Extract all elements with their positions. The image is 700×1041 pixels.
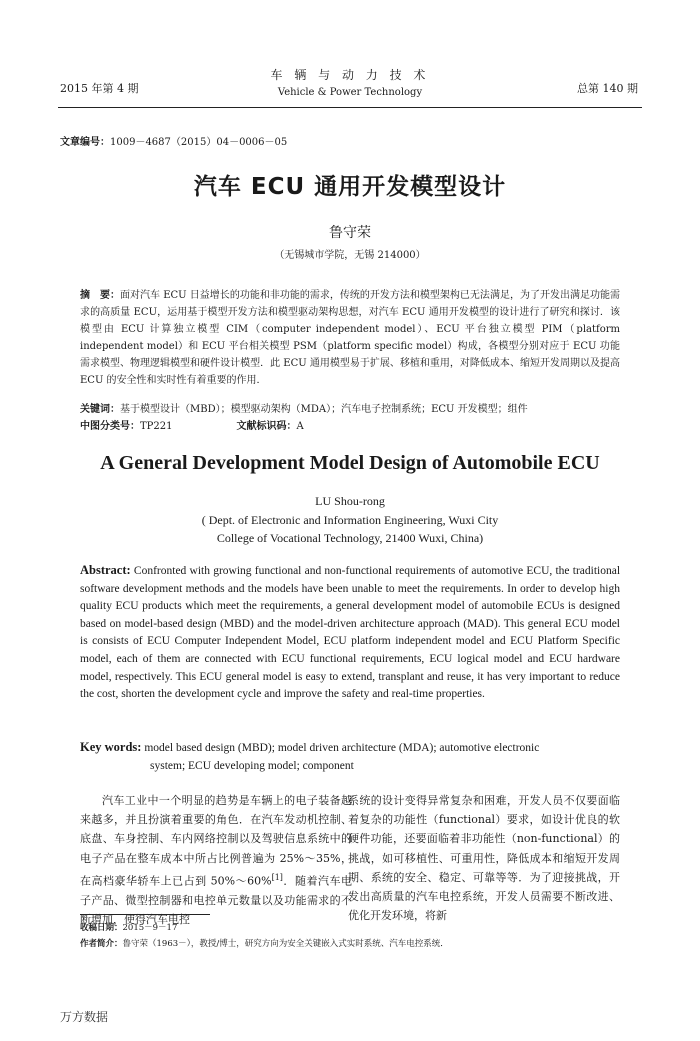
keywords-cn-block: 关键词：基于模型设计（MBD）；模型驱动架构（MDA）；汽车电子控制系统；ECU 开发模型；组件 中图分类号：TP221 文献标识码：A [80,404,528,432]
keywords-cn-text: 基于模型设计（MBD）；模型驱动架构（MDA）；汽车电子控制系统；ECU 开发模型；组件 [120,404,528,415]
title-cn: 汽车 ECU 通用开发模型设计 [193,174,507,200]
article-number: 文章编号：1009－4687（2015）04－0006－05 [60,137,288,148]
header-rule [58,107,642,108]
footnote-rule [80,914,210,915]
body-column-1: 汽车工业中一个明显的趋势是车辆上的电子装备越来越多，并且扮演着重要的角色．在汽车发动机控制、底盘、车身控制、车内网络控制以及驾驶信息系统中的电子产品在整车成本中所占比例普遍为 25%～35%，在高档豪华轿车上已占到 50%～60%[1]．随着汽车电子产品、微型控制器和电控单元数量以及功能需求的不断增加，使得汽车电控 [80,794,352,926]
abstract-en-label: Abstract: [80,563,131,577]
header-journal [230,66,470,98]
doc-code-value: A [296,421,304,432]
affiliation-en: ( Dept. of Electronic and Information Engineering, Wuxi City College of Vocational Technology, 21400 Wuxi, China) [201,513,499,545]
author-en: LU Shou-rong [315,494,385,508]
author-bio: 鲁守荣（1963－），教授/博士，研究方向为安全关键嵌入式实时系统、汽车电控系统． [122,939,449,949]
abstract-cn [80,287,620,389]
journal-title-cn: 车 辆 与 动 力 技 术 [270,68,430,82]
title-en: A General Development Model Design of Automobile ECU [100,452,600,474]
keywords-en: Key words: model based design (MBD); model driven architecture (MDA); automotive electronic system; ECU developing model; component [80,740,540,772]
watermark: 万方数据 [60,1010,109,1024]
body-column-2: 系统的设计变得异常复杂和困难，开发人员不仅要面临着复杂的功能性（functional）要求，如设计优良的软硬件功能，还要面临着非功能性（non-functional）的挑战，如可移植性、可重用性，降低成本和缩短开发周期、系统的安全、稳定、可靠等等．为了迎接挑战，开发出高质量的汽车电控系统，开发人员需要不断改进、优化开发环境，将新 [348,794,620,923]
citation-ref: [1] [271,872,283,882]
affiliation-cn: （无锡城市学院，无锡 214000） [274,250,426,261]
abstract-cn-label: 摘 要： [80,290,121,301]
abstract-cn-text: 面对汽车 ECU 日益增长的功能和非功能的需求，传统的开发方法和模型架构已无法满足，为了开发出满足功能需求的高质量 ECU，运用基于模型开发方法和模型驱动架构思想，对汽车 ECU 通用开发模型的设计进行了研究和探讨．该模型由 ECU 计算独立模型 CIM（computer independent model）、ECU 平台独立模型 PIM（platform independent model）和 ECU 平台相关模型 PSM（platform specific model）构成，各模型分别对应于 ECU 功能需求模型、物理逻辑模型和硬件设计模型．此 ECU 通用模型易于扩展、移植和重用，对降低成本、缩短开发周期以及提高 ECU 的安全性和实时性有着重要的作用． [80,290,620,386]
header-total-issue: 总第 140 期 [577,82,638,95]
header-issue: 2015 年第 4 期 [60,82,139,95]
footnotes: 收稿日期：2015－9－17 作者简介：鲁守荣（1963－），教授/博士，研究方向为安全关键嵌入式实时系统、汽车电控系统． [80,923,449,949]
author-cn: 鲁守荣 [329,225,371,241]
clc-value: TP221 [140,421,173,432]
abstract-en-text: Confronted with growing functional and non-functional requirements of automotive ECU, the traditional software development methods and the models have been unable to meet the requirements. In order to develop high quality ECU products which meet the requirements, a general development model of automobile ECUs is designed based on model-based design (MBD) and the model-driven architecture approach (MAD). This general ECU model is consists of ECU Computer Independent Model, ECU platform independent model and ECU Platform Specific model, each of them are connected with ECU functional requirements, ECU logical model and ECU hardware model, respectively. This ECU general model is easy to extend, transplant and reuse, it has very important to reduce the cost, shorten the development cycle and improve the safety and real-time properties. [80,565,621,701]
journal-title-en: Vehicle & Power Technology [277,87,423,98]
abstract-en [80,562,620,704]
received-date: 2015－9－17 [122,923,178,933]
